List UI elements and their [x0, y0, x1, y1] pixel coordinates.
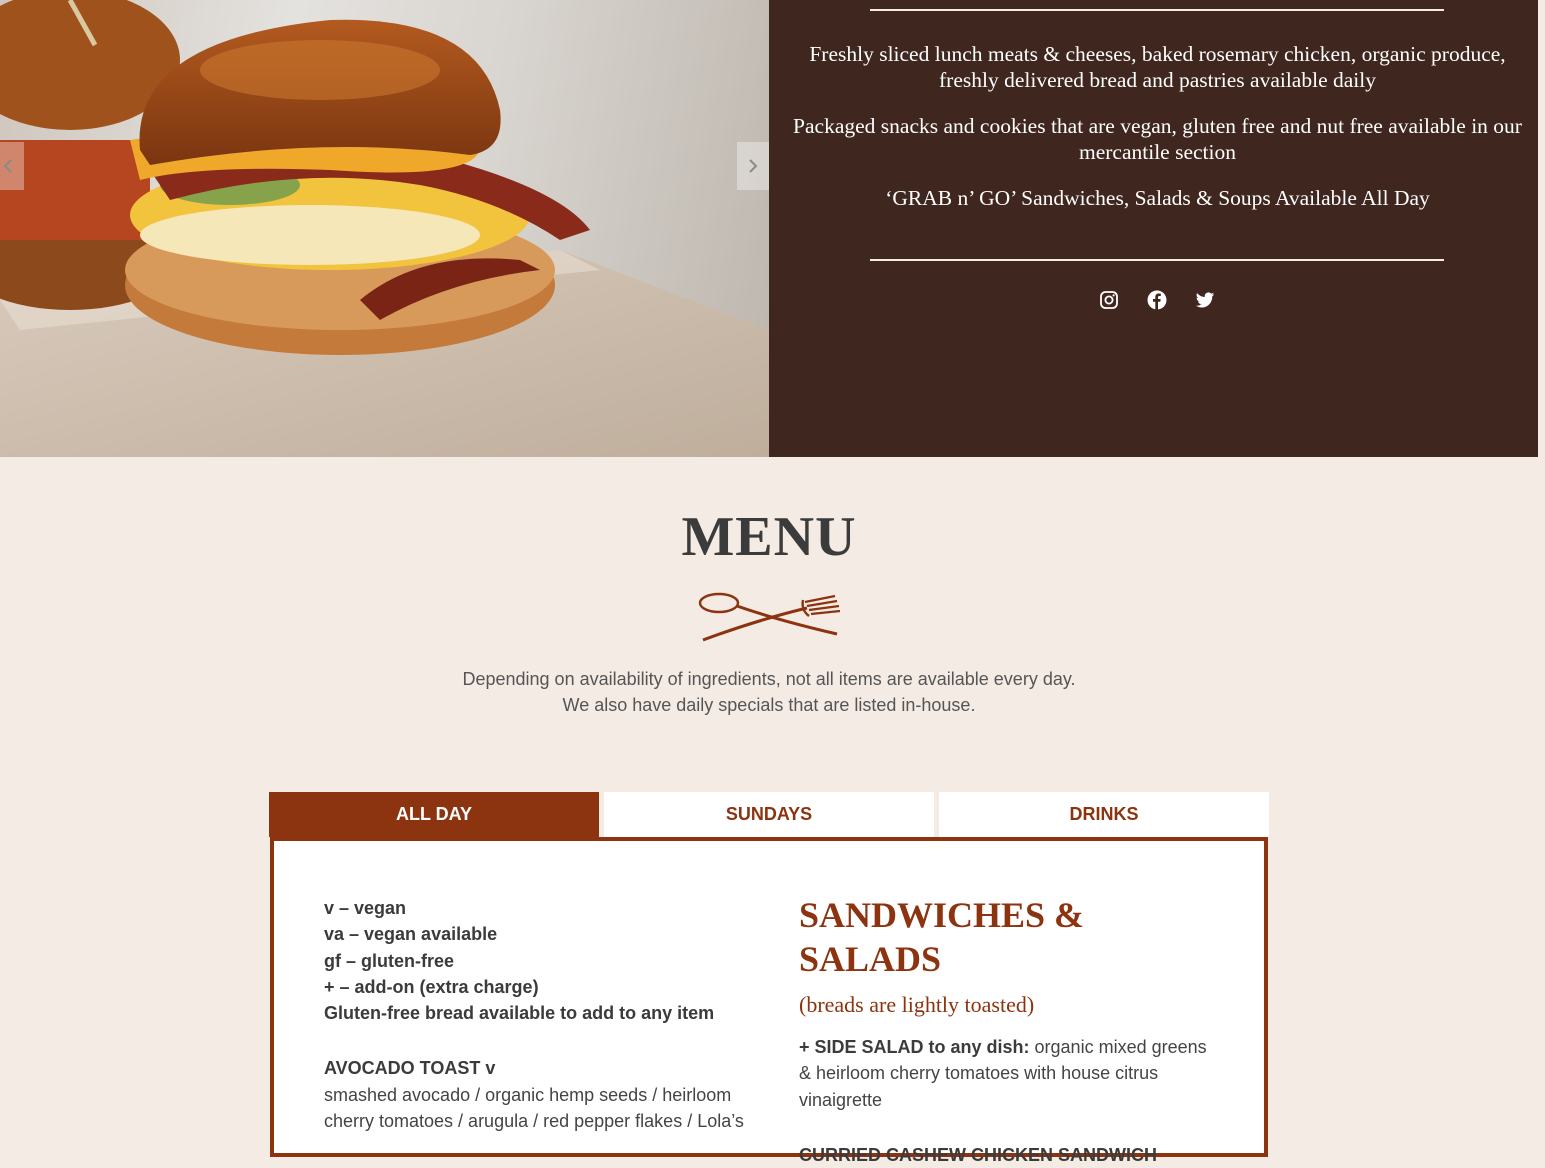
- menu-item-name: AVOCADO TOAST v: [324, 1058, 496, 1079]
- info-line: Freshly sliced lunch meats & cheeses, baked rosemary chicken, organic produce, freshly delivered bread and pastries available daily: [809, 42, 1506, 92]
- tab-drinks[interactable]: DRINKS: [939, 792, 1269, 837]
- utensils-icon: [697, 590, 843, 646]
- facebook-link[interactable]: [1147, 290, 1167, 310]
- side-salad-description: organic mixed greens & heirloom cherry tomatoes with house citrus vinaigrette: [799, 1037, 1207, 1110]
- dietary-legend: [324, 895, 744, 1026]
- hero-info-panel: [769, 0, 1538, 457]
- legend-item: + – add-on (extra charge): [324, 976, 539, 997]
- side-salad-addon: [799, 1034, 1209, 1113]
- info-line: Packaged snacks and cookies that are vegan, gluten free and nut free available in our mercantile section: [793, 114, 1522, 164]
- note-line: Depending on availability of ingredients, not all items are available every day.: [462, 669, 1076, 689]
- section-subtitle: (breads are lightly toasted): [799, 992, 1035, 1017]
- legend-item: gf – gluten-free: [324, 950, 455, 971]
- twitter-icon: [1195, 290, 1215, 310]
- legend-item: Gluten-free bread available to add to any item: [324, 1003, 715, 1024]
- hero-section: [0, 0, 1538, 457]
- twitter-link[interactable]: [1195, 290, 1215, 310]
- chevron-right-icon: [747, 158, 759, 174]
- divider: [870, 9, 1444, 11]
- carousel-prev-button[interactable]: [0, 142, 24, 190]
- chevron-left-icon: [2, 158, 14, 174]
- instagram-link[interactable]: [1099, 290, 1119, 310]
- tab-all-day[interactable]: ALL DAY: [269, 792, 599, 837]
- side-salad-label: + SIDE SALAD to any dish:: [799, 1037, 1030, 1057]
- carousel-next-button[interactable]: [737, 142, 769, 190]
- hero-info-text: [789, 41, 1526, 231]
- menu-panel: [270, 837, 1268, 1165]
- menu-tabs: [269, 792, 1269, 837]
- social-links: [769, 290, 1545, 310]
- menu-item-description: smashed avocado / organic hemp seeds / heirloom cherry tomatoes / arugula / red pepper flakes / Lola’s: [324, 1084, 744, 1132]
- menu-item: [324, 1055, 744, 1134]
- legend-item: v – vegan: [324, 898, 407, 918]
- menu-column-left: [324, 895, 744, 1134]
- menu-title: MENU: [681, 506, 857, 568]
- info-line: ‘GRAB n’ GO’ Sandwiches, Salads & Soups Available All Day: [885, 186, 1430, 210]
- tab-sundays[interactable]: SUNDAYS: [604, 792, 934, 837]
- breakfast-sandwich-photo: [0, 0, 769, 457]
- menu-column-right: [799, 893, 1209, 1168]
- instagram-icon: [1099, 290, 1119, 310]
- facebook-icon: [1147, 290, 1167, 310]
- section-title: SANDWICHES & SALADS: [799, 895, 1085, 979]
- legend-item: va – vegan available: [324, 924, 498, 945]
- hero-carousel-image: [0, 0, 769, 457]
- menu-availability-note: [0, 666, 1538, 718]
- note-line: We also have daily specials that are listed in-house.: [562, 695, 976, 715]
- menu-item-name: CURRIED CASHEW CHICKEN SANDWICH: [799, 1144, 1157, 1165]
- divider: [870, 259, 1444, 261]
